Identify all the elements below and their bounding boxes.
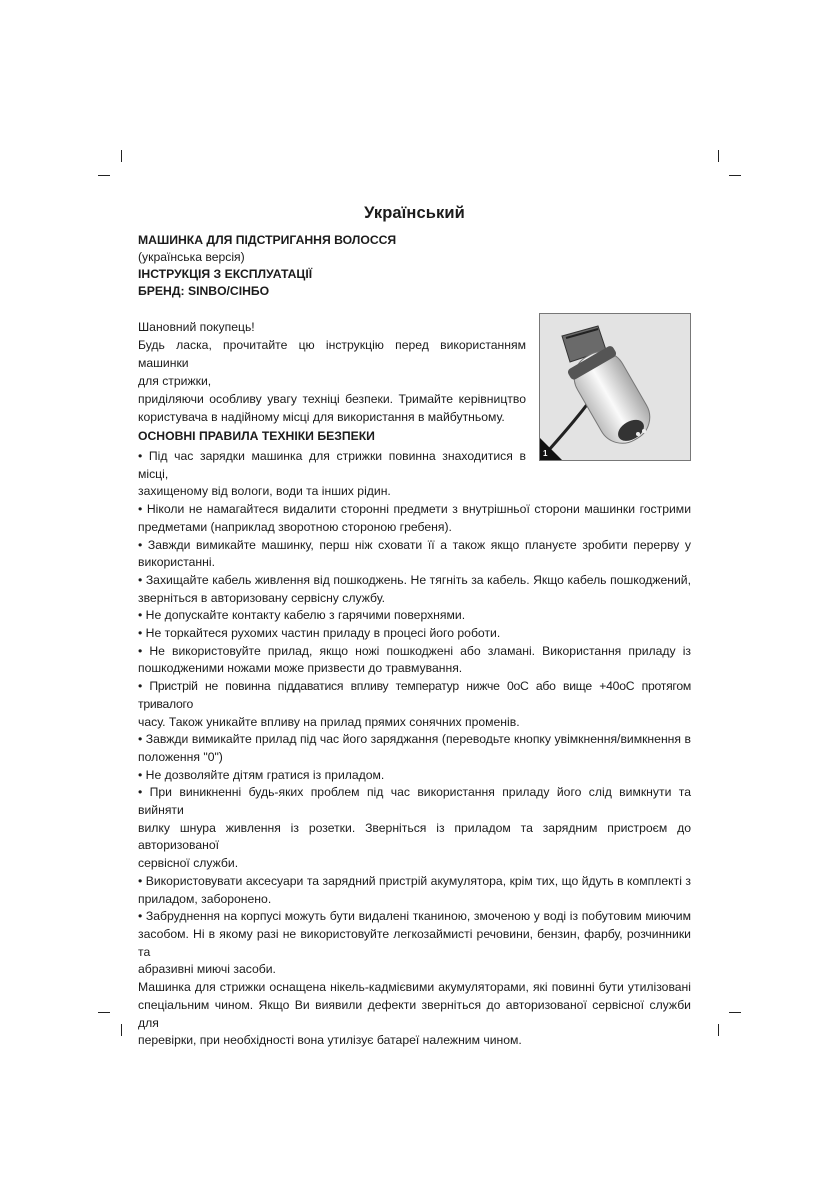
rule-line: приладом, заборонено. [138, 891, 272, 906]
crop-mark [718, 150, 719, 162]
crop-mark [121, 1024, 122, 1036]
rule-line: • Не торкайтеся рухомих частин приладу в процесі його роботи. [138, 626, 501, 641]
safety-rule [138, 873, 691, 908]
intro-line: приділяючи особливу увагу техніці безпеки. Тримайте керівництво [138, 392, 526, 406]
rule-line: • Не дозволяйте дітям гратися із приладом. [138, 767, 385, 782]
safety-rule [138, 501, 691, 536]
rule-line: • Не використовуйте прилад, якщо ножі пошкоджені або зламані. Використання приладу із [138, 643, 691, 658]
crop-mark [98, 1012, 110, 1013]
rule-line: часу. Також уникайте впливу на прилад прямих сонячних променів. [138, 714, 520, 729]
crop-mark [121, 150, 122, 162]
crop-mark [98, 175, 110, 176]
rule-line: • При виникненні будь-яких проблем під час використання приладу його слід вимкнути та вийняти [138, 785, 691, 818]
brand-line: БРЕНД: SINBO/СІНБО [138, 284, 270, 298]
safety-rule [138, 448, 526, 501]
rule-line: вилку шнура живлення із розетки. Зверніться із приладом та зарядним пристроєм до авторизованої [138, 820, 691, 853]
document-header [138, 232, 691, 300]
safety-rule [138, 908, 691, 979]
rule-line: зверніться в авторизовану сервісну службу. [138, 590, 385, 605]
intro-line: для стрижки, [138, 374, 212, 388]
rule-line: • Не допускайте контакту кабелю з гарячими поверхнями. [138, 608, 466, 623]
safety-rule [138, 731, 691, 766]
rule-line: спеціальним чином. Якщо Ви виявили дефекти зверніться до авторизованої сервісної служби для [138, 997, 691, 1030]
crop-mark [729, 175, 741, 176]
language-title: Український [364, 204, 465, 222]
safety-rule [138, 678, 691, 731]
rule-line: абразивні миючі засоби. [138, 962, 276, 977]
rule-line: пошкодженими ножами може призвести до травмування. [138, 661, 463, 676]
rule-line: предметами (наприклад зворотною стороною гребеня). [138, 519, 452, 534]
rule-line: • Захищайте кабель живлення від пошкоджень. Не тягніть за кабель. Якщо кабель пошкоджений, [138, 572, 691, 587]
rule-line: сервісної служби. [138, 856, 239, 871]
rule-line: • Пристрій не повинна піддаватися впливу температур нижче 0оС або вище +40оС протягом тривалого [138, 679, 691, 711]
rule-line: • Завжди вимикайте прилад під час його заряджання (переводьте кнопку увімкнення/вимкнення в [138, 732, 691, 747]
manual-title: ІНСТРУКЦІЯ З ЕКСПЛУАТАЦІЇ [138, 267, 313, 281]
intro-line: Будь ласка, прочитайте цю інструкцію перед використанням машинки [138, 338, 526, 370]
safety-rule [138, 607, 691, 625]
safety-rule [138, 625, 691, 643]
rule-line: використанні. [138, 555, 215, 570]
rule-line: • Ніколи не намагайтеся видалити сторонні предмети з внутрішньої сторони машинки гострими [138, 502, 691, 517]
safety-rule [138, 537, 691, 572]
safety-rule [138, 643, 691, 678]
version-note: (українська версія) [138, 250, 245, 264]
figure-number: 1 [543, 449, 548, 458]
rule-line: перевірки, при необхідності вона утилізує батареї належним чином. [138, 1033, 522, 1048]
rule-line: захищеному від вологи, води та інших рідин. [138, 484, 391, 499]
rule-line: • Завжди вимикайте машинку, перш ніж сховати її а також якщо плануєте зробити перерву у [138, 537, 691, 552]
rule-line: засобом. Ні в якому разі не використовуйте легкозаймисті речовини, бензин, фарбу, розчинники та [138, 926, 691, 959]
hair-clipper-illustration [540, 314, 690, 460]
rule-line: • Забруднення на корпусі можуть бути видалені тканиною, змоченою у воді із побутовим миючим [138, 909, 691, 924]
crop-mark [729, 1012, 741, 1013]
safety-rule [138, 572, 691, 607]
intro-paragraph [138, 318, 526, 426]
product-title: МАШИНКА ДЛЯ ПІДСТРИГАННЯ ВОЛОССЯ [138, 233, 397, 247]
safety-rule [138, 767, 691, 785]
greeting: Шановний покупець! [138, 320, 255, 334]
safety-rule [138, 784, 691, 873]
battery-disposal-paragraph [138, 979, 691, 1050]
intro-line: користувача в надійному місці для використання в майбутньому. [138, 410, 505, 424]
product-figure [539, 313, 691, 461]
crop-mark [718, 1024, 719, 1036]
rule-line: • Під час зарядки машинка для стрижки повинна знаходитися в місці, [138, 449, 526, 481]
safety-title: ОСНОВНІ ПРАВИЛА ТЕХНІКИ БЕЗПЕКИ [138, 429, 375, 443]
rule-line: • Використовувати аксесуари та зарядний пристрій акумулятора, крім тих, що йдуть в комплекті з [138, 873, 691, 888]
rule-line: Машинка для стрижки оснащена нікель-кадмієвими акумуляторами, які повинні бути утилізовані [138, 980, 691, 995]
safety-rules-list [138, 448, 691, 1050]
rule-line: положення "0") [138, 749, 223, 764]
